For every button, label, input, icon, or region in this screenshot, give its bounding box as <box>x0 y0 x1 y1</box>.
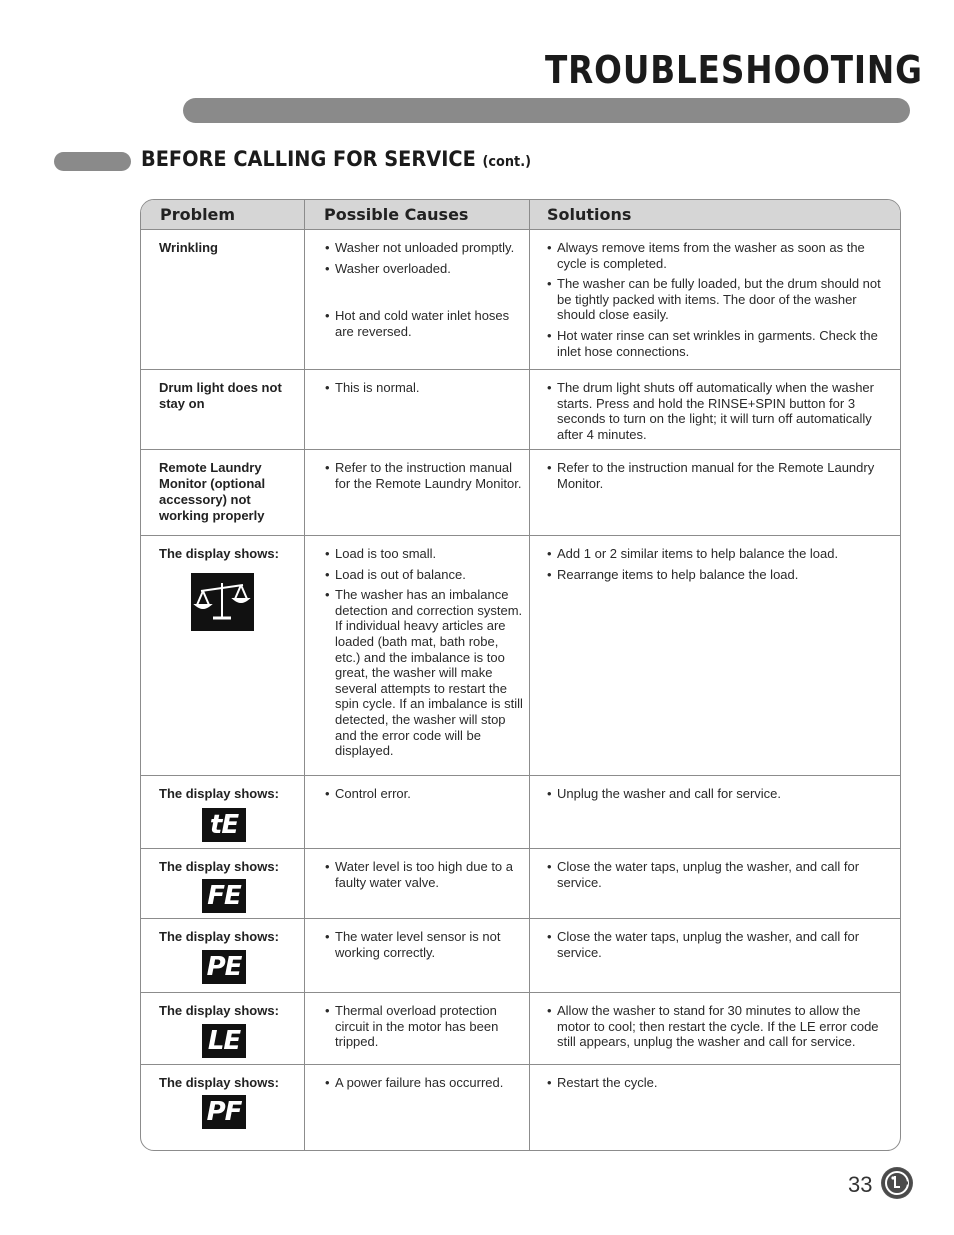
causes-list <box>325 240 525 344</box>
causes-list <box>325 546 525 764</box>
table-row <box>141 849 900 919</box>
table-row <box>141 776 900 849</box>
list-item: • Rearrange items to help balance the load. <box>547 567 892 583</box>
list-item: • The water level sensor is not working correctly. <box>325 929 525 960</box>
error-code-display: PF <box>202 1095 246 1129</box>
problem-cell: Drum light does not stay on <box>159 380 282 411</box>
section-pill-decoration <box>54 152 131 171</box>
causes-list <box>325 1075 525 1096</box>
column-header-problem: Problem <box>160 205 236 224</box>
list-item: • Always remove items from the washer as soon as the cycle is completed. <box>547 240 892 271</box>
list-item: • Unplug the washer and call for service. <box>547 786 892 802</box>
list-item: • The drum light shuts off automatically when the washer starts. Press and hold the RINSE+SPIN button for 3 seconds to turn on the light; it will turn off automatically after 4 minutes. <box>547 380 892 442</box>
solutions-list <box>547 859 892 895</box>
causes-list <box>325 786 525 807</box>
list-item: • Washer not unloaded promptly. <box>325 240 525 256</box>
problem-cell: The display shows: <box>159 859 279 874</box>
list-item: • Close the water taps, unplug the washer, and call for service. <box>547 929 892 960</box>
list-item: • Allow the washer to stand for 30 minutes to allow the motor to cool; then restart the cycle. If the LE error code still appears, unplug the washer and call for service. <box>547 1003 892 1050</box>
error-code-display: FE <box>202 879 246 913</box>
page-number: 33 <box>848 1172 873 1197</box>
solutions-list <box>547 380 892 447</box>
error-code-display: tE <box>202 808 246 842</box>
list-item: • Control error. <box>325 786 525 802</box>
list-item: • Refer to the instruction manual for the Remote Laundry Monitor. <box>325 460 525 491</box>
problem-cell: Wrinkling <box>159 240 218 255</box>
list-item: • Load is too small. <box>325 546 525 562</box>
lg-logo-icon <box>881 1167 913 1199</box>
table-row <box>141 1065 900 1149</box>
list-item: • Restart the cycle. <box>547 1075 892 1091</box>
table-header <box>141 200 900 230</box>
solutions-list <box>547 1003 892 1055</box>
problem-cell: The display shows: <box>159 1003 279 1018</box>
causes-list <box>325 929 525 965</box>
problem-cell: The display shows: <box>159 1075 279 1090</box>
list-item: • Hot and cold water inlet hoses are reversed. <box>325 308 525 339</box>
list-item: • Water level is too high due to a faulty water valve. <box>325 859 525 890</box>
section-title: BEFORE CALLING FOR SERVICE <box>141 147 476 171</box>
problem-cell: Remote Laundry Monitor (optional accessory) not working properly <box>159 460 266 523</box>
solutions-list <box>547 546 892 587</box>
list-item: • Washer overloaded. <box>325 261 525 277</box>
causes-list <box>325 1003 525 1055</box>
list-item: • Thermal overload protection circuit in the motor has been tripped. <box>325 1003 525 1050</box>
list-item: • Refer to the instruction manual for the Remote Laundry Monitor. <box>547 460 892 491</box>
list-item: • The washer can be fully loaded, but the drum should not be tightly packed with items. The door of the washer should close easily. <box>547 276 892 323</box>
problem-cell: The display shows: <box>159 546 279 561</box>
list-item: • A power failure has occurred. <box>325 1075 525 1091</box>
solutions-list <box>547 1075 892 1096</box>
column-header-causes: Possible Causes <box>324 205 469 224</box>
table-row <box>141 919 900 993</box>
table-row <box>141 536 900 776</box>
page-title: TROUBLESHOOTING <box>545 48 923 92</box>
list-item: • Add 1 or 2 similar items to help balance the load. <box>547 546 892 562</box>
list-item: • The washer has an imbalance detection and correction system. If individual heavy articles are loaded (bath mat, bath robe, etc.) and the imbalance is too great, the washer will make several attempts to restart the spin cycle. If an imbalance is still detected, the washer will stop and the error code will be displayed. <box>325 587 525 759</box>
causes-list <box>325 380 525 401</box>
solutions-list <box>547 929 892 965</box>
table-row <box>141 370 900 450</box>
troubleshooting-table <box>140 199 901 1151</box>
causes-list <box>325 460 525 496</box>
table-row <box>141 993 900 1065</box>
balance-scale-icon <box>191 573 254 631</box>
problem-cell: The display shows: <box>159 929 279 944</box>
table-row <box>141 230 900 370</box>
error-code-display: PE <box>202 950 246 984</box>
section-heading <box>141 147 531 171</box>
list-item: • Hot water rinse can set wrinkles in garments. Check the inlet hose connections. <box>547 328 892 359</box>
causes-list <box>325 859 525 895</box>
problem-cell: The display shows: <box>159 786 279 801</box>
solutions-list <box>547 786 892 807</box>
solutions-list <box>547 240 892 364</box>
table-row <box>141 450 900 536</box>
list-item: • Close the water taps, unplug the washer, and call for service. <box>547 859 892 890</box>
error-code-display: LE <box>202 1024 246 1058</box>
list-item: • Load is out of balance. <box>325 567 525 583</box>
solutions-list <box>547 460 892 496</box>
header-bar <box>183 98 910 123</box>
column-header-solutions: Solutions <box>547 205 632 224</box>
section-cont: (cont.) <box>482 154 531 170</box>
list-item: • This is normal. <box>325 380 525 396</box>
